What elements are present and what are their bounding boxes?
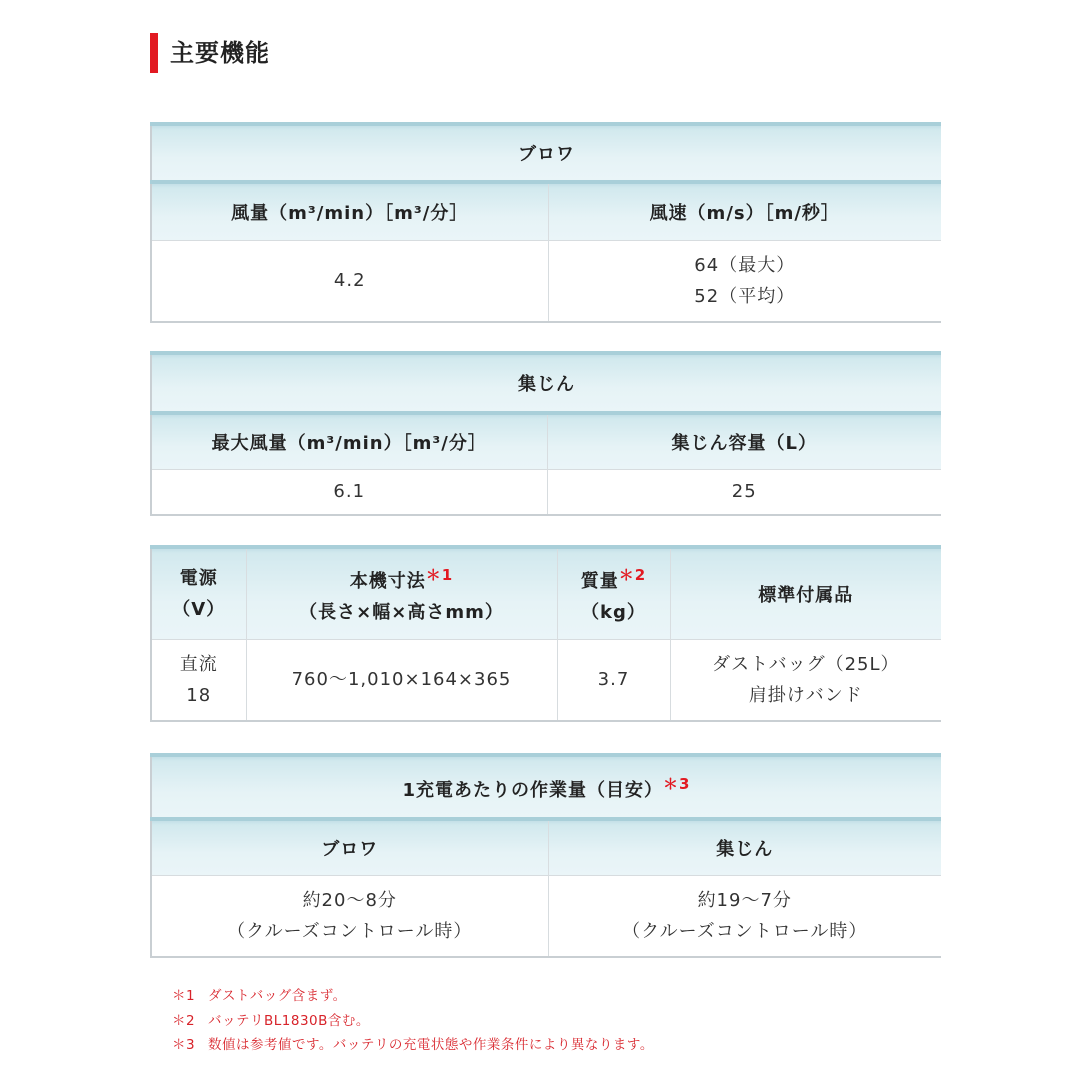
work-blower-line1: 約20〜8分 [302,889,397,911]
footnote-mark: ＊1 [172,988,196,1004]
dims-note-mark: ＊1 [425,565,454,584]
power-value [151,639,246,721]
work-dust-header: 集じん [548,819,941,875]
power-value-line2: 18 [186,684,212,706]
capacity-value: 25 [547,469,941,515]
footnote [172,1009,654,1034]
blower-table [150,122,941,323]
footnote [172,1033,654,1058]
weight-header-line1: 質量 [580,570,619,592]
accessories-value [670,639,941,721]
footnote-mark: ＊2 [172,1012,196,1029]
dims-header-line1: 本機寸法 [349,570,426,592]
air-volume-header: 風量（m³/min）［m³/分］ [151,182,548,240]
footnote-text: ダストバッグ含まず。 [208,988,347,1004]
power-header [151,547,246,639]
work-table-title-text: 1充電あたりの作業量（目安） [402,779,664,801]
max-air-volume-header: 最大風量（m³/min）［m³/分］ [151,413,547,469]
accessory-item: 肩掛けバンド [748,684,863,706]
power-header-line1: 電源 [179,567,218,589]
spec-table [150,545,941,722]
power-header-line2: （V） [172,598,226,620]
dims-header-top [247,560,557,597]
weight-header-top [558,560,670,597]
dims-header [246,547,557,639]
blower-table-title: ブロワ [151,124,941,182]
dust-table-title: 集じん [151,353,941,413]
weight-header-line2: （kg） [581,601,646,623]
footnote-text: バッテリBL1830B含む。 [208,1012,370,1029]
capacity-header: 集じん容量（L） [547,413,941,469]
work-table-title [151,755,941,819]
power-value-line1: 直流 [179,653,218,675]
work-blower-value [151,875,548,957]
work-table [150,753,941,958]
title-accent-bar [150,33,158,73]
air-speed-header: 風速（m/s）［m/秒］ [548,182,941,240]
air-speed-avg: 52（平均） [694,285,796,307]
accessories-header: 標準付属品 [670,547,941,639]
air-speed-max: 64（最大） [694,254,796,276]
work-blower-line2: （クルーズコントロール時） [227,920,473,942]
work-blower-header: ブロワ [151,819,548,875]
work-dust-value [548,875,941,957]
page-title: 主要機能 [170,39,270,67]
weight-note-mark: ＊2 [618,565,647,584]
work-dust-line2: （クルーズコントロール時） [622,920,868,942]
dust-table [150,351,941,516]
footnote [172,984,654,1009]
air-speed-cell [548,240,941,322]
dims-header-line2: （長さ×幅×高さmm） [299,601,504,623]
weight-value: 3.7 [557,639,670,721]
max-air-volume-value: 6.1 [151,469,547,515]
weight-header [557,547,670,639]
work-note-mark: ＊3 [663,774,691,793]
footnotes [172,984,654,1058]
accessory-item: ダストバッグ（25L） [711,653,900,675]
footnote-text: 数値は参考値です。バッテリの充電状態や作業条件により異なります。 [208,1037,654,1053]
footnote-mark: ＊3 [172,1037,196,1053]
dims-value: 760〜1,010×164×365 [246,639,557,721]
work-dust-line1: 約19〜7分 [697,889,792,911]
air-volume-value: 4.2 [151,240,548,322]
